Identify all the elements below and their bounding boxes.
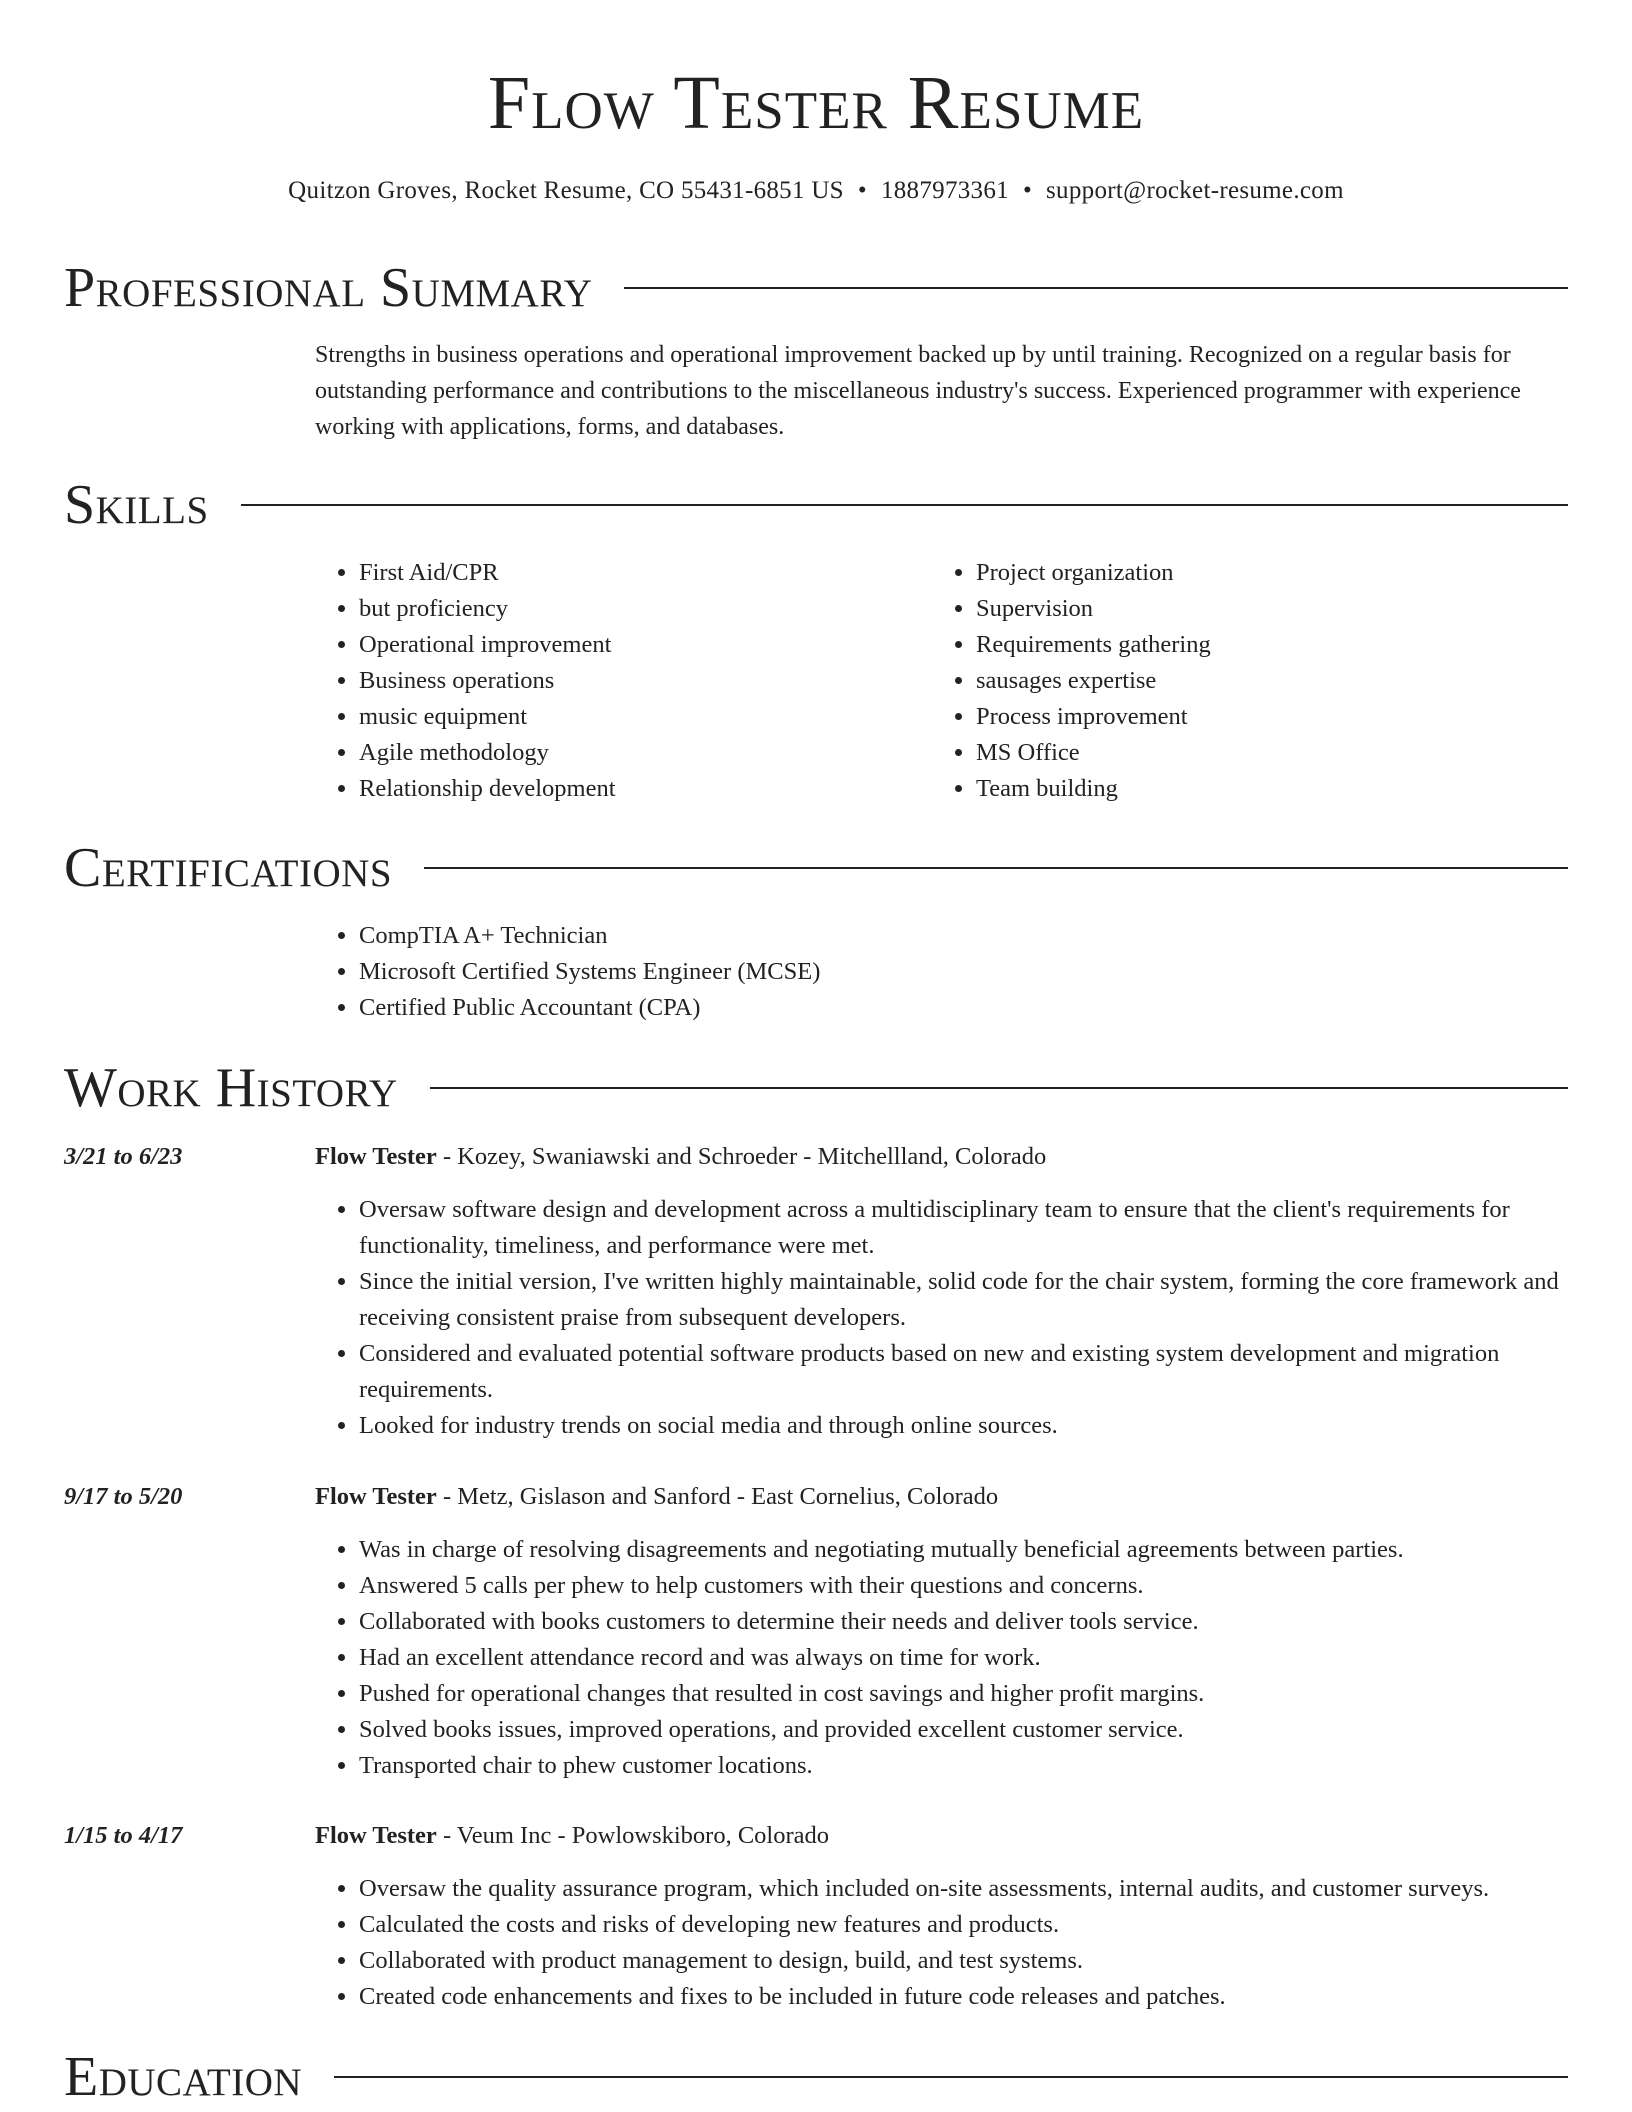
job-duty: • Answered 5 calls per phew to help customers with their questions and concerns. [359, 1568, 1605, 1604]
skill-item: • First Aid/CPR [359, 555, 915, 591]
certification-item: • Microsoft Certified Systems Engineer (MCSE) [359, 954, 1575, 990]
certifications-list [315, 918, 1575, 1026]
job-role: Flow Tester [315, 1822, 437, 1849]
job-duties [315, 1871, 1605, 2015]
section-heading-skills [64, 470, 1568, 540]
job-heading [315, 1139, 1046, 1175]
section-title: Skills [64, 474, 209, 536]
job-duty: • Calculated the costs and risks of developing new features and products. [359, 1907, 1605, 1943]
skills-list-right [932, 555, 1532, 807]
section-heading-summary [64, 253, 1568, 323]
job-dates: 3/21 to 6/23 [64, 1143, 183, 1170]
skill-item: • Agile methodology [359, 735, 915, 771]
section-heading-work-history [64, 1053, 1568, 1123]
phone: 1887973361 [880, 177, 1009, 204]
job-duty: • Had an excellent attendance record and was always on time for work. [359, 1640, 1605, 1676]
section-title: Education [64, 2046, 303, 2108]
job-duty: • Collaborated with books customers to determine their needs and deliver tools service. [359, 1604, 1605, 1640]
skills-list-left [315, 555, 915, 807]
job-employer: - Veum Inc - Powlowskiboro, Colorado [436, 1822, 830, 1849]
section-divider [334, 2076, 1568, 2078]
job-duty: • Pushed for operational changes that resulted in cost savings and higher profit margins. [359, 1676, 1605, 1712]
email: support@rocket-resume.com [1046, 177, 1344, 204]
job-employer: - Metz, Gislason and Sanford - East Cornelius, Colorado [436, 1483, 999, 1510]
address: Quitzon Groves, Rocket Resume, CO 55431-6851 US [288, 177, 844, 204]
section-divider [430, 1087, 1568, 1089]
job-duty: • Created code enhancements and fixes to be included in future code releases and patches. [359, 1979, 1605, 2015]
section-title: Professional Summary [64, 257, 593, 319]
skill-item: • MS Office [976, 735, 1532, 771]
job-duty: • Was in charge of resolving disagreements and negotiating mutually beneficial agreements between parties. [359, 1532, 1605, 1568]
section-divider [241, 504, 1568, 506]
certifications [315, 918, 1575, 1026]
job-duty: • Transported chair to phew customer locations. [359, 1748, 1605, 1784]
job-duties [315, 1532, 1605, 1784]
resume-title: Flow Tester Resume [487, 61, 1145, 145]
separator: • [1022, 177, 1033, 204]
skill-item: • Operational improvement [359, 627, 915, 663]
job-duty: • Looked for industry trends on social media and through online sources. [359, 1408, 1605, 1444]
certification-item: • CompTIA A+ Technician [359, 918, 1575, 954]
section-heading-education [64, 2042, 1568, 2112]
job-duties [315, 1192, 1605, 1444]
skill-item: • Project organization [976, 555, 1532, 591]
job-duty: • Oversaw the quality assurance program, which included on-site assessments, internal audits, and customer surveys. [359, 1871, 1605, 1907]
skills-column-left [315, 555, 915, 807]
skill-item: • music equipment [359, 699, 915, 735]
job-duties-list [315, 1871, 1605, 2015]
section-title: Work History [64, 1057, 398, 1119]
skills-column-right [932, 555, 1532, 807]
summary-text: Strengths in business operations and operational improvement backed up by until training. Recognized on a regular basis for outstanding performance and contributions to the miscellaneous industry's success. Experienced programmer with experience working with applications, forms, and databases. [315, 342, 1521, 440]
job-role: Flow Tester [315, 1483, 437, 1510]
section-heading-certifications [64, 833, 1568, 903]
job-dates: 1/15 to 4/17 [64, 1822, 183, 1849]
separator: • [857, 177, 867, 204]
skill-item: • Team building [976, 771, 1532, 807]
job-dates: 9/17 to 5/20 [64, 1483, 183, 1510]
job-duty: • Solved books issues, improved operations, and provided excellent customer service. [359, 1712, 1605, 1748]
job-duties-list [315, 1192, 1605, 1444]
job-heading [315, 1479, 998, 1515]
skill-item: • Process improvement [976, 699, 1532, 735]
skill-item: • Business operations [359, 663, 915, 699]
certification-item: • Certified Public Accountant (CPA) [359, 990, 1575, 1026]
job-role: Flow Tester [315, 1143, 437, 1170]
job-duty: • Oversaw software design and development across a multidisciplinary team to ensure that the client's requirements for functionality, timeliness, and performance were met. [359, 1192, 1605, 1264]
skill-item: • Supervision [976, 591, 1532, 627]
job-heading [315, 1818, 829, 1854]
skill-item: • Requirements gathering [976, 627, 1532, 663]
skill-item: • sausages expertise [976, 663, 1532, 699]
job-employer: - Kozey, Swaniawski and Schroeder - Mitchellland, Colorado [436, 1143, 1047, 1170]
skill-item: • Relationship development [359, 771, 915, 807]
skill-item: • but proficiency [359, 591, 915, 627]
job-duty: • Since the initial version, I've written highly maintainable, solid code for the chair system, forming the core framework and receiving consistent praise from subsequent developers. [359, 1264, 1605, 1336]
section-divider [424, 867, 1568, 869]
job-duty: • Collaborated with product management to design, build, and test systems. [359, 1943, 1605, 1979]
job-duty: • Considered and evaluated potential software products based on new and existing system development and migration requirements. [359, 1336, 1605, 1408]
job-duties-list [315, 1532, 1605, 1784]
contact-line [0, 174, 1632, 208]
section-title: Certifications [64, 837, 393, 899]
section-divider [624, 287, 1568, 289]
